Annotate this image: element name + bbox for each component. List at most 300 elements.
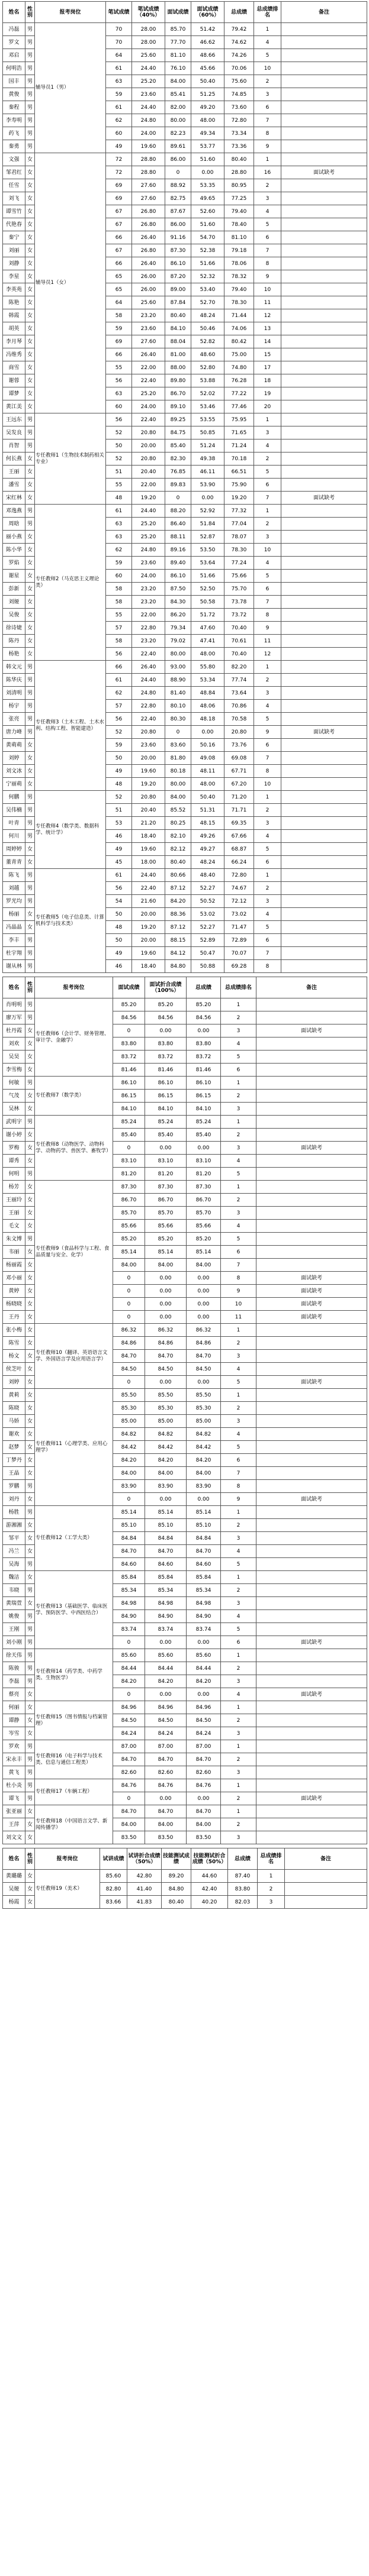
interview-pct-cell: 51.66: [191, 570, 224, 583]
total-cell: 74.62: [224, 36, 254, 49]
note-cell: 面试缺考: [256, 1688, 367, 1701]
name-cell: 肖智: [3, 439, 25, 453]
interview-pct-cell: 52.32: [191, 270, 224, 283]
total-cell: 81.46: [187, 1064, 221, 1077]
sex-cell: 女: [25, 1532, 35, 1545]
interview-cell: 86.40: [165, 518, 191, 531]
rank-cell: 2: [221, 1402, 256, 1415]
total-cell: 83.80: [228, 1883, 258, 1896]
total-cell: 70.07: [224, 947, 254, 960]
interview-pct-cell: 83.72: [145, 1051, 187, 1064]
rank-cell: 3: [221, 1103, 256, 1116]
written-pct-cell: 18.40: [132, 830, 165, 843]
rank-cell: 5: [254, 466, 281, 479]
note-cell: [281, 596, 367, 609]
interview-pct-cell: 85.34: [145, 1584, 187, 1597]
sex-cell: 女: [25, 739, 35, 752]
written-pct-cell: 26.40: [132, 257, 165, 270]
rank-cell: 10: [254, 283, 281, 296]
rank-cell: 4: [221, 1037, 256, 1051]
name-cell: 何明浩: [3, 62, 25, 75]
rank-cell: 5: [221, 1558, 256, 1571]
interview-cell: 84.50: [113, 1363, 145, 1376]
note-cell: [281, 856, 367, 869]
note-cell: [281, 960, 367, 973]
rank-cell: 6: [254, 101, 281, 114]
sex-cell: 女: [25, 453, 35, 466]
sex-cell: 女: [25, 1181, 35, 1194]
total-cell: 83.90: [187, 1480, 221, 1493]
name-cell: 刘娅: [3, 596, 25, 609]
rank-cell: 3: [254, 895, 281, 908]
written-pct-cell: 26.40: [132, 348, 165, 361]
note-cell: [256, 1506, 367, 1519]
name-cell: 杨霞: [3, 1896, 25, 1909]
interview-pct-cell: 52.82: [191, 335, 224, 348]
total-cell: 0.00: [187, 1792, 221, 1805]
interview-cell: 84.75: [165, 426, 191, 439]
interview-cell: 86.00: [165, 153, 191, 166]
interview-cell: 85.40: [165, 439, 191, 453]
total-cell: 84.00: [187, 1467, 221, 1480]
written-pct-cell: 26.80: [132, 244, 165, 257]
sex-cell: 女: [25, 231, 35, 244]
note-cell: [256, 1597, 367, 1610]
interview-cell: 0: [165, 492, 191, 505]
trial-pct-cell: 41.83: [127, 1896, 162, 1909]
rank-cell: 4: [221, 1688, 256, 1701]
note-cell: [281, 179, 367, 192]
interview-pct-cell: 85.70: [145, 1207, 187, 1220]
total-cell: 0.00: [187, 1298, 221, 1311]
interview-pct-cell: 45.66: [191, 62, 224, 75]
rank-cell: 4: [254, 700, 281, 713]
total-cell: 66.24: [224, 856, 254, 869]
note-cell: [281, 635, 367, 648]
interview-cell: 0: [113, 1376, 145, 1389]
total-cell: 83.74: [187, 1623, 221, 1636]
name-cell: 黄飞: [3, 1766, 25, 1779]
sex-cell: 女: [25, 479, 35, 492]
position-cell: 专任教师13（基础医学、临床医学、预防医学、中西医结合）: [35, 1571, 113, 1649]
rank-cell: 5: [221, 1623, 256, 1636]
name-cell: 陈晓: [3, 1402, 25, 1415]
note-cell: [256, 1532, 367, 1545]
written-cell: 72: [106, 153, 132, 166]
name-cell: 刘飞: [3, 192, 25, 205]
note-cell: [281, 374, 367, 387]
note-cell: [256, 1649, 367, 1662]
total-cell: 84.50: [187, 1363, 221, 1376]
interview-pct-cell: 84.96: [145, 1701, 187, 1714]
rank-cell: 7: [254, 947, 281, 960]
name-cell: 黄萌萌: [3, 739, 25, 752]
rank-cell: 5: [221, 1441, 256, 1454]
interview-cell: 86.00: [165, 218, 191, 231]
sex-cell: 女: [25, 1311, 35, 1324]
note-cell: [285, 1870, 367, 1883]
sex-cell: 男: [25, 1766, 35, 1779]
total-cell: 85.60: [187, 1649, 221, 1662]
note-cell: [256, 1519, 367, 1532]
interview-cell: 85.40: [113, 1129, 145, 1142]
total-cell: 77.46: [224, 400, 254, 413]
sex-cell: 女: [25, 335, 35, 348]
rank-cell: 7: [254, 596, 281, 609]
rank-cell: 4: [254, 205, 281, 218]
sex-cell: 男: [25, 101, 35, 114]
note-cell: [256, 1818, 367, 1831]
note-cell: [281, 335, 367, 348]
interview-pct-cell: 48.00: [191, 778, 224, 791]
name-cell: 董青青: [3, 856, 25, 869]
total-cell: 85.34: [187, 1584, 221, 1597]
written-cell: 60: [106, 570, 132, 583]
interview-pct-cell: 52.02: [191, 387, 224, 400]
trial-cell: 85.60: [100, 1870, 127, 1883]
written-cell: 55: [106, 609, 132, 622]
rank-cell: 2: [254, 518, 281, 531]
sex-cell: 女: [25, 1090, 35, 1103]
sex-cell: 女: [25, 778, 35, 791]
rank-cell: 9: [254, 726, 281, 739]
interview-cell: 88.00: [165, 361, 191, 374]
position-cell: 专任教师12（工学大类）: [35, 1506, 113, 1571]
table-row: [3, 1077, 367, 1090]
position-cell: 专任教师9（食品科学与工程、食品质量与安全、化学）: [35, 1181, 113, 1324]
sex-cell: 女: [25, 400, 35, 413]
name-cell: 何鹏: [3, 791, 25, 804]
written-pct-cell: 27.60: [132, 335, 165, 348]
table-row: [3, 1805, 367, 1818]
sex-cell: 女: [25, 1831, 35, 1844]
name-cell: 彭新: [3, 583, 25, 596]
written-pct-cell: 20.00: [132, 934, 165, 947]
written-pct-cell: 26.00: [132, 283, 165, 296]
total-cell: 28.80: [224, 166, 254, 179]
interview-cell: 91.16: [165, 231, 191, 244]
note-cell: [256, 1558, 367, 1571]
note-cell: 面试缺考: [256, 1311, 367, 1324]
interview-cell: 85.34: [113, 1584, 145, 1597]
rank-cell: 4: [254, 908, 281, 921]
rank-cell: 4: [221, 1610, 256, 1623]
total-cell: 77.74: [224, 674, 254, 687]
position-cell: 专任教师2（马克思主义理论类）: [35, 505, 106, 661]
name-cell: 刘越: [3, 882, 25, 895]
written-cell: 57: [106, 622, 132, 635]
score-table-trial-skill: [2, 1848, 367, 1909]
note-cell: [281, 609, 367, 622]
written-cell: 48: [106, 778, 132, 791]
sex-cell: 女: [25, 544, 35, 557]
written-pct-cell: 21.20: [132, 817, 165, 830]
written-cell: 55: [106, 479, 132, 492]
total-cell: 71.47: [224, 921, 254, 934]
interview-pct-cell: 0.00: [191, 492, 224, 505]
position-cell: 专任教师11（心理学类、应用心理学）: [35, 1389, 113, 1506]
total-cell: 68.87: [224, 843, 254, 856]
interview-pct-cell: 84.86: [145, 1337, 187, 1350]
written-pct-cell: 24.40: [132, 101, 165, 114]
name-cell: 徐天伟: [3, 1649, 25, 1662]
total-cell: 84.96: [187, 1701, 221, 1714]
name-cell: 王刚: [3, 1623, 25, 1636]
interview-cell: 0: [113, 1142, 145, 1155]
name-cell: 罗焰: [3, 557, 25, 570]
total-cell: 85.40: [187, 1129, 221, 1142]
interview-cell: 83.74: [113, 1623, 145, 1636]
sex-cell: 男: [25, 1233, 35, 1246]
note-cell: [256, 1389, 367, 1402]
note-cell: 面试缺考: [281, 726, 367, 739]
interview-cell: 89.16: [165, 544, 191, 557]
interview-cell: 80.00: [165, 778, 191, 791]
name-cell: 张亚丽: [3, 1805, 25, 1818]
sex-cell: 男: [25, 960, 35, 973]
written-pct-cell: 22.80: [132, 700, 165, 713]
written-cell: 48: [106, 921, 132, 934]
interview-pct-cell: 49.38: [191, 453, 224, 466]
total-cell: 81.10: [224, 231, 254, 244]
interview-cell: 84.70: [113, 1805, 145, 1818]
name-cell: 陈小华: [3, 544, 25, 557]
interview-cell: 0: [165, 166, 191, 179]
interview-pct-cell: 87.00: [145, 1740, 187, 1753]
rank-cell: 6: [254, 739, 281, 752]
note-cell: [281, 231, 367, 244]
skill-cell: 84.80: [162, 1883, 191, 1896]
sex-cell: 女: [25, 1896, 35, 1909]
rank-cell: 6: [221, 1246, 256, 1259]
col-position: 报考岗位: [35, 977, 113, 998]
interview-cell: 85.50: [113, 1389, 145, 1402]
sex-cell: 女: [25, 1350, 35, 1363]
col-rank: 总成绩排名: [254, 2, 281, 23]
skill-cell: 89.20: [162, 1870, 191, 1883]
rank-cell: 2: [254, 882, 281, 895]
sex-cell: 男: [25, 791, 35, 804]
rank-cell: 3: [221, 1675, 256, 1688]
sex-cell: 女: [25, 1428, 35, 1441]
note-cell: [281, 804, 367, 817]
sex-cell: 男: [25, 882, 35, 895]
col-interview-pct: 面试成绩（60%）: [191, 2, 224, 23]
written-cell: 67: [106, 205, 132, 218]
written-pct-cell: 26.00: [132, 270, 165, 283]
note-cell: 面试缺考: [256, 1272, 367, 1285]
written-pct-cell: 20.80: [132, 426, 165, 439]
interview-cell: 84.00: [113, 1259, 145, 1272]
interview-pct-cell: 50.88: [191, 960, 224, 973]
sex-cell: 男: [25, 713, 35, 726]
written-pct-cell: 20.80: [132, 453, 165, 466]
name-cell: 陈飞: [3, 869, 25, 882]
total-cell: 77.22: [224, 387, 254, 400]
rank-cell: 10: [254, 778, 281, 791]
interview-pct-cell: 50.16: [191, 739, 224, 752]
interview-pct-cell: 52.50: [191, 583, 224, 596]
interview-pct-cell: 48.18: [191, 713, 224, 726]
note-cell: [281, 518, 367, 531]
interview-pct-cell: 53.34: [191, 674, 224, 687]
table-row: [3, 1389, 367, 1402]
total-cell: 84.42: [187, 1441, 221, 1454]
note-cell: [281, 439, 367, 453]
rank-cell: 20: [254, 400, 281, 413]
sex-cell: 男: [25, 1623, 35, 1636]
written-pct-cell: 25.60: [132, 296, 165, 309]
note-cell: [256, 998, 367, 1011]
total-cell: 73.02: [224, 908, 254, 921]
interview-pct-cell: 49.20: [191, 101, 224, 114]
interview-cell: 85.20: [113, 1233, 145, 1246]
interview-cell: 88.20: [165, 505, 191, 518]
interview-cell: 84.84: [113, 1532, 145, 1545]
total-cell: 86.15: [187, 1090, 221, 1103]
rank-cell: 2: [221, 1129, 256, 1142]
note-cell: [281, 921, 367, 934]
rank-cell: 5: [254, 843, 281, 856]
interview-cell: 86.70: [165, 387, 191, 400]
written-cell: 59: [106, 557, 132, 570]
note-cell: 面试缺考: [256, 1285, 367, 1298]
note-cell: [281, 830, 367, 843]
interview-cell: 86.32: [113, 1324, 145, 1337]
total-cell: 76.28: [224, 374, 254, 387]
interview-cell: 81.80: [165, 752, 191, 765]
sex-cell: 女: [25, 908, 35, 921]
interview-pct-cell: 48.00: [191, 114, 224, 127]
interview-cell: 86.20: [165, 609, 191, 622]
name-cell: 冯维秀: [3, 348, 25, 361]
name-cell: 陈骏: [3, 1662, 25, 1675]
rank-cell: 2: [254, 75, 281, 88]
col-total: 总成绩: [224, 2, 254, 23]
name-cell: 吴伟楠: [3, 804, 25, 817]
interview-pct-cell: 84.90: [145, 1610, 187, 1623]
interview-cell: 84.56: [113, 1011, 145, 1024]
sex-cell: 女: [25, 648, 35, 661]
total-cell: 79.40: [224, 283, 254, 296]
sex-cell: 男: [25, 1168, 35, 1181]
interview-cell: 82.23: [165, 127, 191, 140]
total-cell: 69.08: [224, 752, 254, 765]
skill-pct-cell: 40.20: [191, 1896, 228, 1909]
note-cell: [256, 1220, 367, 1233]
name-cell: 杨宇: [3, 700, 25, 713]
col-name: 姓名: [3, 977, 25, 998]
interview-pct-cell: 53.46: [191, 400, 224, 413]
note-cell: 面试缺考: [281, 492, 367, 505]
interview-cell: 86.70: [113, 1194, 145, 1207]
rank-cell: 5: [254, 218, 281, 231]
rank-cell: 5: [221, 1051, 256, 1064]
note-cell: [281, 387, 367, 400]
note-cell: [256, 1480, 367, 1493]
sex-cell: 男: [25, 804, 35, 817]
interview-pct-cell: 85.00: [145, 1415, 187, 1428]
position-cell: 专任教师17（车辆工程）: [35, 1779, 113, 1805]
sex-cell: 男: [25, 505, 35, 518]
note-cell: [281, 348, 367, 361]
name-cell: 杨丽霞: [3, 1259, 25, 1272]
rank-cell: 11: [254, 635, 281, 648]
interview-pct-cell: 50.40: [191, 75, 224, 88]
position-cell: 专任教师7（数学类）: [35, 1077, 113, 1116]
note-cell: [281, 309, 367, 322]
rank-cell: 3: [254, 531, 281, 544]
total-cell: 70.18: [224, 453, 254, 466]
written-cell: 58: [106, 309, 132, 322]
note-cell: [281, 23, 367, 36]
interview-pct-cell: 51.72: [191, 609, 224, 622]
interview-cell: 88.04: [165, 335, 191, 348]
rank-cell: 2: [221, 1337, 256, 1350]
note-cell: [256, 1129, 367, 1142]
sex-cell: 女: [25, 1207, 35, 1220]
written-pct-cell: 22.40: [132, 882, 165, 895]
name-cell: 潘雪: [3, 479, 25, 492]
interview-cell: 0: [113, 1285, 145, 1298]
total-cell: 70.06: [224, 62, 254, 75]
sex-cell: 女: [25, 374, 35, 387]
total-cell: 75.66: [224, 570, 254, 583]
interview-pct-cell: 0.00: [145, 1792, 187, 1805]
written-pct-cell: 23.60: [132, 88, 165, 101]
rank-cell: 10: [254, 62, 281, 75]
interview-cell: 84.10: [113, 1103, 145, 1116]
total-cell: 69.35: [224, 817, 254, 830]
total-cell: 86.10: [187, 1077, 221, 1090]
interview-pct-cell: 49.34: [191, 127, 224, 140]
interview-pct-cell: 81.20: [145, 1168, 187, 1181]
name-cell: 李丰: [3, 934, 25, 947]
note-cell: [256, 1103, 367, 1116]
name-cell: 丽小燕: [3, 531, 25, 544]
interview-cell: 85.00: [113, 1415, 145, 1428]
note-cell: 面试缺考: [256, 1142, 367, 1155]
note-cell: [285, 1896, 367, 1909]
name-cell: 黄瑞萱: [3, 1597, 25, 1610]
name-cell: 马娇: [3, 1415, 25, 1428]
name-cell: 胡英: [3, 322, 25, 335]
written-pct-cell: 23.60: [132, 739, 165, 752]
written-pct-cell: 18.00: [132, 856, 165, 869]
written-cell: 50: [106, 752, 132, 765]
sex-cell: 女: [25, 921, 35, 934]
interview-cell: 76.10: [165, 62, 191, 75]
interview-pct-cell: 51.42: [191, 23, 224, 36]
interview-pct-cell: 55.80: [191, 661, 224, 674]
position-cell: 专任教师19（美术）: [35, 1870, 100, 1909]
rank-cell: 3: [221, 1831, 256, 1844]
interview-cell: 0: [165, 726, 191, 739]
name-cell: 宋红林: [3, 492, 25, 505]
name-cell: 杨胜: [3, 1506, 25, 1519]
position-cell: 专任教师4（数学类、数据科学、统计学）: [35, 791, 106, 869]
interview-pct-cell: 84.00: [145, 1467, 187, 1480]
interview-pct-cell: 85.20: [145, 998, 187, 1011]
sex-cell: 男: [25, 1740, 35, 1753]
note-cell: [256, 1467, 367, 1480]
written-cell: 60: [106, 400, 132, 413]
name-cell: 何明: [3, 1168, 25, 1181]
interview-pct-cell: 52.60: [191, 205, 224, 218]
rank-cell: 2: [221, 1714, 256, 1727]
col-interview-pct: 面试折合成绩（100%）: [145, 977, 187, 998]
table-row: [3, 1324, 367, 1337]
